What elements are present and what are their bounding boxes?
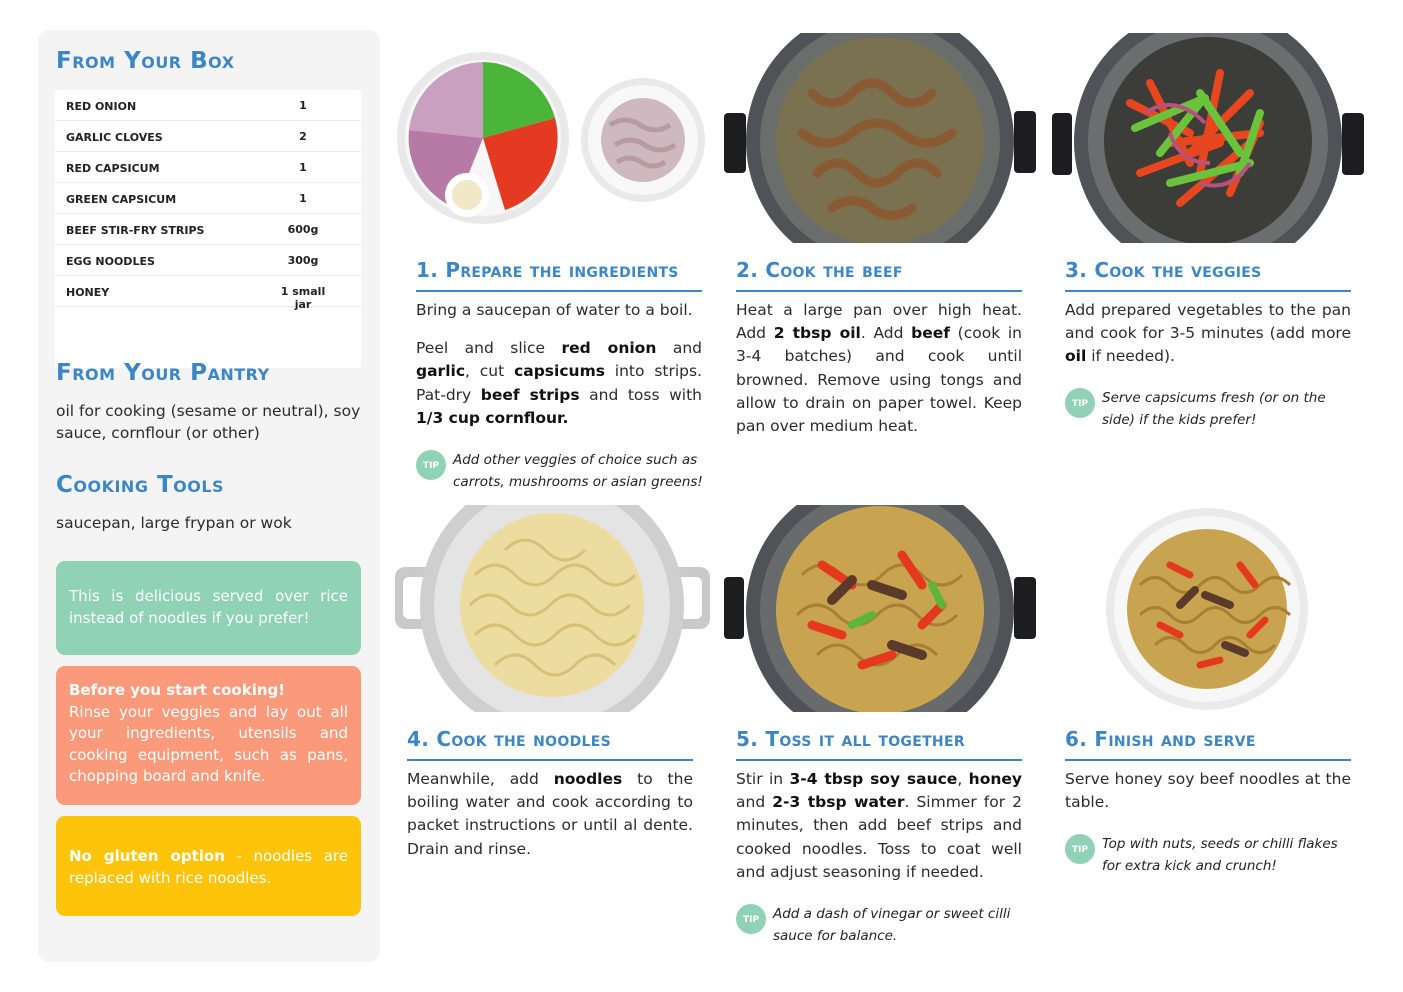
table-row xyxy=(55,183,361,214)
bold-span: noodles xyxy=(553,770,623,788)
step-2-p1 xyxy=(736,299,1022,438)
text-span: (cook in 3-4 batches) and cook until browned. Remove using tongs and allow to drain on paper towel. Keep pan over medium heat. xyxy=(736,324,1022,436)
step-3-text xyxy=(1065,299,1351,369)
ingredient-qty: 1 small jar xyxy=(280,285,326,311)
rice-callout-text: This is delicious served over rice instead of noodles if you prefer! xyxy=(69,587,348,627)
step-1-tip-text: Add other veggies of choice such as carrots, mushrooms or asian greens! xyxy=(453,452,703,490)
toss-pan-photo xyxy=(722,505,1037,712)
ingredient-qty: 1 xyxy=(299,99,307,112)
text-span: Meanwhile, add xyxy=(407,770,554,788)
ingredient-qty: 2 xyxy=(299,130,307,143)
bold-span: 1/3 cup cornflour. xyxy=(416,408,569,427)
bold-span: oil xyxy=(1065,347,1087,366)
text-span: . Add xyxy=(860,324,912,343)
table-row xyxy=(55,121,361,152)
table-row xyxy=(55,276,361,311)
step-4-text xyxy=(407,768,693,861)
ingredient-name: HONEY xyxy=(66,286,110,299)
step-6-tip-text: Top with nuts, seeds or chilli flakes for extra kick and crunch! xyxy=(1102,836,1338,874)
step-5-text xyxy=(736,768,1022,884)
step-6-p1: Serve honey soy beef noodles at the table. xyxy=(1065,770,1351,812)
tip-badge-icon: tip xyxy=(1065,834,1095,864)
bold-span: 2 tbsp oil xyxy=(773,324,861,343)
colander-image xyxy=(395,505,710,712)
text-span: and xyxy=(656,339,702,358)
ingredient-name: RED ONION xyxy=(66,100,137,113)
table-row xyxy=(55,152,361,183)
bold-span: red onion xyxy=(561,339,657,358)
text-span: Heat a large pan over high heat. Add xyxy=(736,301,1022,343)
text-span: , xyxy=(957,770,969,788)
text-span: to the boiling water and cook according to packet instructions or until al dente. Drain and rinse. xyxy=(407,770,693,858)
before-cooking-callout xyxy=(56,666,361,805)
rice-callout xyxy=(56,561,361,655)
tip-badge-icon: tip xyxy=(416,450,446,480)
sidebar xyxy=(38,30,380,962)
text-span: Stir in xyxy=(736,770,790,788)
ingredients-bowls-image xyxy=(395,40,710,240)
veggies-pan-photo xyxy=(1050,33,1365,243)
ingredient-name: GARLIC CLOVES xyxy=(66,131,163,144)
gluten-text: - noodles are replaced with rice noodles. xyxy=(69,847,348,887)
pantry-heading: From Your Pantry xyxy=(56,360,270,386)
ingredient-name: EGG NOODLES xyxy=(66,255,155,268)
text-span: if needed). xyxy=(1086,347,1175,366)
step-5-p1 xyxy=(736,768,1022,884)
toss-pan-image xyxy=(722,505,1037,712)
ingredient-qty: 300g xyxy=(287,254,319,267)
text-span: Add prepared vegetables to the pan and cook for 3-5 minutes (add more xyxy=(1065,301,1351,343)
gluten-title: No gluten option xyxy=(69,847,225,865)
table-row-empty xyxy=(55,307,361,338)
gluten-callout xyxy=(56,816,361,916)
step-6-title: 6. Finish and serve xyxy=(1065,727,1351,761)
bold-span: beef xyxy=(911,324,951,343)
step-6-text xyxy=(1065,768,1351,814)
step-5-title: 5. Toss it all together xyxy=(736,727,1022,761)
step-3-title: 3. Cook the veggies xyxy=(1065,258,1351,292)
text-span: Peel and slice xyxy=(416,339,562,358)
veggies-pan-image xyxy=(1050,33,1365,243)
step-5-tip-text: Add a dash of vinegar or sweet cilli sauce for balance. xyxy=(773,906,1011,944)
table-row xyxy=(55,245,361,276)
step-3-tip-text: Serve capsicums fresh (or on the side) if the kids prefer! xyxy=(1102,390,1326,428)
ingredients-table xyxy=(55,90,361,368)
text-span: into strips. Pat-dry xyxy=(416,362,702,404)
tools-heading: Cooking Tools xyxy=(56,472,225,498)
bold-span: 2-3 tbsp water xyxy=(772,793,905,812)
step-1-text xyxy=(416,299,702,430)
ingredient-name: GREEN CAPSICUM xyxy=(66,193,177,206)
step-2-text xyxy=(736,299,1022,438)
tools-text: saucepan, large frypan or wok xyxy=(56,514,292,532)
tip-badge-icon: tip xyxy=(736,904,766,934)
text-span: and toss with xyxy=(579,385,702,404)
tip-badge-icon: tip xyxy=(1065,388,1095,418)
beef-pan-photo xyxy=(722,33,1037,243)
step-3-p1 xyxy=(1065,299,1351,369)
text-span: , cut xyxy=(465,362,515,381)
box-heading: From Your Box xyxy=(56,48,235,74)
before-cooking-text: Rinse your veggies and lay out all your ingredients, utensils and cooking equipment, such as pans, chopping board and knife. xyxy=(69,702,348,785)
serve-bowl-photo xyxy=(1100,505,1315,712)
step-4-p1 xyxy=(407,768,693,861)
text-span: and xyxy=(736,793,773,812)
table-row xyxy=(55,214,361,245)
beef-pan-image xyxy=(722,33,1037,243)
bold-span: capsicums xyxy=(514,362,605,381)
ingredient-qty: 600g xyxy=(287,223,319,236)
ingredient-name: BEEF STIR-FRY STRIPS xyxy=(66,224,205,237)
bold-span: beef strips xyxy=(480,385,580,404)
bold-span: garlic xyxy=(416,362,466,381)
step-4-title: 4. Cook the noodles xyxy=(407,727,693,761)
step-1-p2 xyxy=(416,337,702,430)
ingredient-qty: 1 xyxy=(299,192,307,205)
noodles-colander-photo xyxy=(395,505,710,712)
before-cooking-title: Before you start cooking! xyxy=(69,681,286,699)
step-1-p1: Bring a saucepan of water to a boil. xyxy=(416,301,693,319)
step-2-title: 2. Cook the beef xyxy=(736,258,1022,292)
text-span: . Simmer for 2 minutes, then add beef strips and cooked noodles. Toss to coat well and adjust seasoning if needed. xyxy=(736,793,1023,881)
pantry-text: oil for cooking (sesame or neutral), soy sauce, cornflour (or other) xyxy=(56,402,361,442)
bold-span: 3-4 tbsp soy sauce xyxy=(789,770,958,788)
ingredients-photo xyxy=(395,40,710,240)
ingredient-name: RED CAPSICUM xyxy=(66,162,160,175)
serve-bowl-image xyxy=(1100,505,1315,712)
step-1-title: 1. Prepare the ingredients xyxy=(416,258,702,292)
bold-span: honey xyxy=(968,770,1022,788)
table-row xyxy=(55,90,361,121)
ingredient-qty: 1 xyxy=(299,161,307,174)
